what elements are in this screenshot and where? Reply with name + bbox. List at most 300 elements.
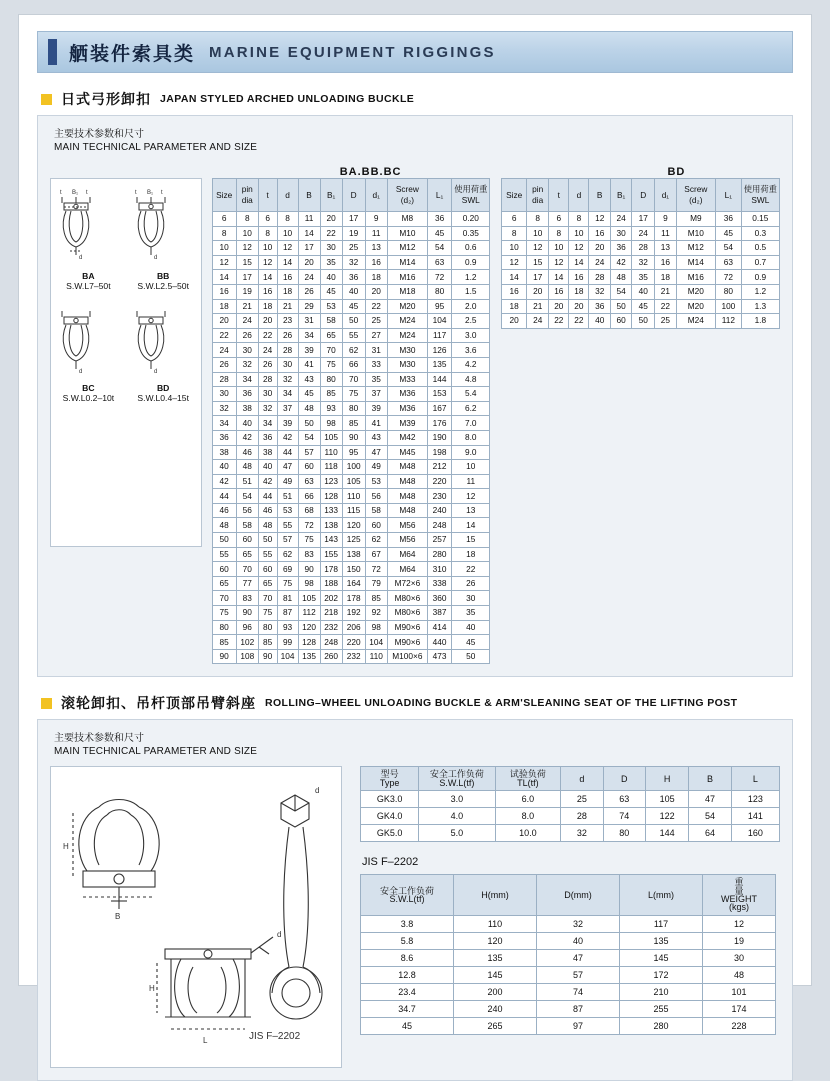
table-cell: 28 <box>212 372 236 387</box>
table-cell: 96 <box>236 620 258 635</box>
table-cell: 77 <box>236 576 258 591</box>
table-cell: 60 <box>258 562 277 577</box>
table-row <box>212 212 490 227</box>
table-cell: 260 <box>320 649 342 664</box>
table-cell: 112 <box>298 606 320 621</box>
table-cell: 30 <box>610 226 631 241</box>
table-cell: 8 <box>258 226 277 241</box>
table-cell: 14 <box>452 518 490 533</box>
table-cell: 248 <box>428 518 452 533</box>
table-cell: M16 <box>387 270 427 285</box>
table-cell: 35 <box>365 372 387 387</box>
figure-bb-name: BB <box>156 271 170 281</box>
table-cell: 232 <box>320 620 342 635</box>
column-header: B <box>298 179 320 212</box>
table-cell: M20 <box>387 299 427 314</box>
table-cell: 280 <box>428 547 452 562</box>
section-2-subtitle <box>54 732 780 758</box>
table-cell: 54 <box>716 241 742 256</box>
table-cell: 280 <box>620 1017 703 1034</box>
table-cell: 36 <box>342 270 365 285</box>
svg-text:B₁: B₁ <box>72 190 79 196</box>
table-cell: 85 <box>212 635 236 650</box>
table-cell: 38 <box>236 401 258 416</box>
figure-panel-roller <box>50 766 342 1068</box>
table-cell: 110 <box>365 649 387 664</box>
table-cell: 55 <box>277 518 298 533</box>
table-cell: 36 <box>212 430 236 445</box>
table-row <box>212 401 490 416</box>
table-row <box>212 503 490 518</box>
table-cell: 70 <box>342 372 365 387</box>
table-cell: 1.2 <box>741 284 779 299</box>
table-cell: 37 <box>277 401 298 416</box>
table-cell: 21 <box>527 299 549 314</box>
table-cell: 17 <box>342 212 365 227</box>
table-cell: 57 <box>277 533 298 548</box>
table-cell: 35 <box>632 270 655 285</box>
table-cell: 50 <box>258 533 277 548</box>
table-cell: M16 <box>676 270 715 285</box>
table-cell: M80×6 <box>387 606 427 621</box>
table-cell: 75 <box>277 576 298 591</box>
table-cell: 178 <box>320 562 342 577</box>
column-header: d <box>561 767 603 791</box>
table-cell: 53 <box>365 474 387 489</box>
table-cell: 18 <box>277 284 298 299</box>
table-header-row <box>502 179 780 212</box>
column-header: L₁ <box>716 179 742 212</box>
table-cell: M30 <box>387 357 427 372</box>
table-cell: M36 <box>387 387 427 402</box>
table-cell: 66 <box>342 357 365 372</box>
table-cell: 36 <box>610 241 631 256</box>
table-cell: 26 <box>298 284 320 299</box>
table-cell: 45 <box>342 299 365 314</box>
column-header: pin dia <box>527 179 549 212</box>
table-cell: 34 <box>277 387 298 402</box>
table-cell: 14 <box>502 270 527 285</box>
table-cell: 98 <box>320 416 342 431</box>
table-cell: 30 <box>452 591 490 606</box>
table-cell: 85 <box>258 635 277 650</box>
section-1-title-cn: 日式弓形卸扣 <box>61 92 151 108</box>
table-cell: 32 <box>258 401 277 416</box>
table-cell: M42 <box>387 430 427 445</box>
table-cell: 30 <box>320 241 342 256</box>
table-cell: 42 <box>236 430 258 445</box>
table-cell: 70 <box>320 343 342 358</box>
table-cell: 118 <box>320 460 342 475</box>
table-cell: 24 <box>258 343 277 358</box>
table-cell: 47 <box>277 460 298 475</box>
table-cell: 42 <box>610 255 631 270</box>
table-cell: 1.5 <box>452 284 490 299</box>
table-cell: 145 <box>620 949 703 966</box>
column-header: Size <box>212 179 236 212</box>
table-cell: M48 <box>387 474 427 489</box>
table-cell: 38 <box>212 445 236 460</box>
table-cell: 27 <box>365 328 387 343</box>
table-cell: 44 <box>258 489 277 504</box>
table-cell: 6 <box>212 212 236 227</box>
table-cell: 220 <box>428 474 452 489</box>
table-cell: 40 <box>212 460 236 475</box>
table-cell: 54 <box>428 241 452 256</box>
table-cell: 206 <box>342 620 365 635</box>
table-cell: 414 <box>428 620 452 635</box>
table-cell: 40 <box>537 932 620 949</box>
table-cell: 48 <box>703 966 776 983</box>
table-cell: 164 <box>342 576 365 591</box>
column-header: d <box>569 179 589 212</box>
table-cell: 85 <box>365 591 387 606</box>
table-cell: 8 <box>569 212 589 227</box>
table-cell: 25 <box>342 241 365 256</box>
table-cell: 22 <box>549 314 569 329</box>
table-cell: 9 <box>365 212 387 227</box>
table-cell: 45 <box>428 226 452 241</box>
table-cell: 16 <box>258 284 277 299</box>
table-cell: 66 <box>298 489 320 504</box>
table-cell: 18 <box>502 299 527 314</box>
table-row <box>212 270 490 285</box>
table-row <box>212 241 490 256</box>
table-cell: 12 <box>258 255 277 270</box>
table-cell: 75 <box>298 533 320 548</box>
bullet-square-icon <box>41 94 52 105</box>
table-cell: 34 <box>212 416 236 431</box>
table-cell: 7.0 <box>452 416 490 431</box>
table-cell: 57 <box>298 445 320 460</box>
table-cell: 228 <box>703 1017 776 1034</box>
table-cell: 42 <box>277 430 298 445</box>
table-cell: 63 <box>716 255 742 270</box>
table-cell: 26 <box>212 357 236 372</box>
column-header: H(mm) <box>454 875 537 916</box>
table-cell: 48 <box>212 518 236 533</box>
table-cell: 8 <box>549 226 569 241</box>
svg-text:H: H <box>149 984 155 994</box>
banner-accent-bar <box>48 39 57 65</box>
table-cell: 22 <box>452 562 490 577</box>
table-jis-sizes <box>360 874 776 1035</box>
table-cell: 18 <box>569 284 589 299</box>
table-cell: 17 <box>527 270 549 285</box>
table-roller-types <box>360 766 780 842</box>
table-row <box>212 328 490 343</box>
table-row <box>502 212 780 227</box>
table-cell: 0.6 <box>452 241 490 256</box>
table-cell: M90×6 <box>387 635 427 650</box>
table-row <box>212 416 490 431</box>
table-cell: 35 <box>452 606 490 621</box>
table-cell: M48 <box>387 460 427 475</box>
svg-text:d: d <box>154 369 158 375</box>
table-cell: 42 <box>258 474 277 489</box>
table-cell: 176 <box>428 416 452 431</box>
table-cell: 41 <box>365 416 387 431</box>
table-cell: 45 <box>452 635 490 650</box>
table-cell: 104 <box>428 314 452 329</box>
table-cell: 60 <box>365 518 387 533</box>
banner-title-cn: 舾装件索具类 <box>69 42 196 65</box>
table-cell: 10 <box>569 226 589 241</box>
table-row <box>212 533 490 548</box>
table-cell: 80 <box>320 372 342 387</box>
table-cell: 98 <box>365 620 387 635</box>
table-cell: 65 <box>236 547 258 562</box>
table-cell: 22 <box>569 314 589 329</box>
table-cell: 75 <box>342 387 365 402</box>
table-cell: 36 <box>258 430 277 445</box>
table-cell: 4.8 <box>452 372 490 387</box>
table-cell: 72 <box>428 270 452 285</box>
table-cell: 85 <box>342 416 365 431</box>
column-header: Screw (d₂) <box>676 179 715 212</box>
table-cell: 60 <box>298 460 320 475</box>
table-cell: 19 <box>703 932 776 949</box>
table-cell: 32 <box>277 372 298 387</box>
table-cell: 30 <box>277 357 298 372</box>
table-cell: 172 <box>620 966 703 983</box>
page-sheet <box>18 14 812 1046</box>
table-cell: 15 <box>236 255 258 270</box>
table-cell: 338 <box>428 576 452 591</box>
table-cell: 3.8 <box>361 915 454 932</box>
table-cell: 128 <box>298 635 320 650</box>
table-cell: 24 <box>527 314 549 329</box>
table-cell: 202 <box>320 591 342 606</box>
table-row <box>212 649 490 664</box>
table-cell: 72 <box>365 562 387 577</box>
shackle-bb-drawing <box>127 185 199 271</box>
bullet-square-icon-2 <box>41 698 52 709</box>
table-cell: 8.0 <box>452 430 490 445</box>
table-cell: 99 <box>277 635 298 650</box>
table-cell: 17 <box>632 212 655 227</box>
table-row <box>212 518 490 533</box>
table-cell: M12 <box>676 241 715 256</box>
table-cell: 120 <box>298 620 320 635</box>
table-cell: 87 <box>277 606 298 621</box>
table-cell: 24 <box>610 212 631 227</box>
table-cell: 30 <box>236 343 258 358</box>
table-row <box>212 314 490 329</box>
table-cell: 50 <box>212 533 236 548</box>
table-cell: 28 <box>632 241 655 256</box>
column-header: 重 量 WEIGHT (kgs) <box>703 875 776 916</box>
table-cell: 0.15 <box>741 212 779 227</box>
table-cell: 43 <box>365 430 387 445</box>
table-cell: 47 <box>365 445 387 460</box>
table-header-row <box>361 875 776 916</box>
column-header: D <box>603 767 645 791</box>
table-cell: 12 <box>569 241 589 256</box>
column-header: 使用荷重 SWL <box>741 179 779 212</box>
table-cell: 155 <box>320 547 342 562</box>
table-cell: 42 <box>212 474 236 489</box>
table-cell: 8 <box>502 226 527 241</box>
table-row <box>212 620 490 635</box>
table-row <box>212 591 490 606</box>
table-cell: 25 <box>365 314 387 329</box>
svg-text:t: t <box>135 190 137 196</box>
table-cell: 20 <box>502 314 527 329</box>
table-cell: 117 <box>428 328 452 343</box>
svg-text:B: B <box>115 912 121 922</box>
table-cell: 65 <box>212 576 236 591</box>
table-cell: 138 <box>320 518 342 533</box>
table-cell: 39 <box>298 343 320 358</box>
table-cell: 153 <box>428 387 452 402</box>
svg-text:d: d <box>79 369 83 375</box>
table-cell: 20 <box>298 255 320 270</box>
table-cell: 135 <box>298 649 320 664</box>
table-cell: 40 <box>342 284 365 299</box>
table-cell: 70 <box>212 591 236 606</box>
table-cell: 22 <box>212 328 236 343</box>
table-cell: 18 <box>258 299 277 314</box>
table-cell: 39 <box>277 416 298 431</box>
table-cell: 85 <box>320 387 342 402</box>
table-cell: 141 <box>731 808 779 825</box>
table-row <box>212 357 490 372</box>
svg-text:d: d <box>315 786 320 796</box>
table-cell: 16 <box>502 284 527 299</box>
svg-text:B₁: B₁ <box>147 190 154 196</box>
table-cell: 440 <box>428 635 452 650</box>
table-cell: 53 <box>277 503 298 518</box>
table-cell: 12 <box>277 241 298 256</box>
table-cell: 11 <box>365 226 387 241</box>
table-cell: 80 <box>212 620 236 635</box>
table-cell: 20 <box>527 284 549 299</box>
table-row <box>361 966 776 983</box>
table-row <box>502 226 780 241</box>
table-row <box>361 932 776 949</box>
table-cell: 143 <box>320 533 342 548</box>
table-cell: 11 <box>655 226 676 241</box>
section-2-heading <box>41 693 811 713</box>
table-cell: 22 <box>258 328 277 343</box>
table-cell: 190 <box>428 430 452 445</box>
table-cell: 69 <box>277 562 298 577</box>
table-cell: 188 <box>320 576 342 591</box>
shackle-bc-drawing <box>52 301 124 383</box>
table-cell: 12.8 <box>361 966 454 983</box>
table-cell: 24 <box>632 226 655 241</box>
table-cell: 28 <box>277 343 298 358</box>
table-row <box>361 791 780 808</box>
table-cell: 55 <box>212 547 236 562</box>
figure-ba-spec: S.W.L7–50t <box>66 281 111 291</box>
table-cell: 232 <box>342 649 365 664</box>
table-cell: 248 <box>320 635 342 650</box>
table-cell: 45 <box>298 387 320 402</box>
table-cell: 64 <box>689 825 731 842</box>
table-cell: 100 <box>342 460 365 475</box>
table-cell: 63 <box>603 791 645 808</box>
table-row <box>361 825 780 842</box>
table-cell: 90 <box>298 562 320 577</box>
table-cell: 10 <box>527 226 549 241</box>
table-cell: M64 <box>387 547 427 562</box>
table-cell: M18 <box>387 284 427 299</box>
table-cell: 6 <box>258 212 277 227</box>
table-cell: 36 <box>716 212 742 227</box>
table-cell: M56 <box>387 533 427 548</box>
table-cell: 34.7 <box>361 1000 454 1017</box>
table-cell: 30 <box>258 387 277 402</box>
section-2-title-en: ROLLING–WHEEL UNLOADING BUCKLE & ARM'SLEANING SEAT OF THE LIFTING POST <box>265 697 738 710</box>
table-cell: 15 <box>452 533 490 548</box>
table-cell: 150 <box>342 562 365 577</box>
table-cell: 10.0 <box>495 825 561 842</box>
table-cell: 90 <box>212 649 236 664</box>
table-cell: 21 <box>236 299 258 314</box>
figure-bc <box>51 301 126 403</box>
table-cell: 45 <box>361 1017 454 1034</box>
table-header-row <box>361 767 780 791</box>
table-row <box>502 314 780 329</box>
table-row <box>502 299 780 314</box>
table-cell: 95 <box>428 299 452 314</box>
table-cell: 257 <box>428 533 452 548</box>
table-cell: 83 <box>298 547 320 562</box>
table-cell: 105 <box>342 474 365 489</box>
table-cell: M100×6 <box>387 649 427 664</box>
table-cell: 16 <box>655 255 676 270</box>
table-cell: 28 <box>589 270 610 285</box>
table-cell: 75 <box>212 606 236 621</box>
table-cell: 138 <box>342 547 365 562</box>
table-cell: 9.0 <box>452 445 490 460</box>
column-header: L(mm) <box>620 875 703 916</box>
table-cell: 128 <box>320 489 342 504</box>
table-row <box>212 430 490 445</box>
table-row <box>361 949 776 966</box>
table-cell: 6 <box>502 212 527 227</box>
table-cell: 48 <box>610 270 631 285</box>
table-cell: 473 <box>428 649 452 664</box>
table-cell: 135 <box>428 357 452 372</box>
table-row <box>212 299 490 314</box>
table-cell: 26 <box>452 576 490 591</box>
table-cell: 51 <box>277 489 298 504</box>
table-cell: 24 <box>236 314 258 329</box>
table-cell: 14 <box>569 255 589 270</box>
table-row <box>212 547 490 562</box>
table-cell: M33 <box>387 372 427 387</box>
table-cell: 74 <box>603 808 645 825</box>
table-left-wrap <box>212 178 491 664</box>
table-row <box>361 1000 776 1017</box>
table-cell: 47 <box>537 949 620 966</box>
table-cell: 108 <box>236 649 258 664</box>
table-cell: 49 <box>365 460 387 475</box>
table-cell: 18 <box>655 270 676 285</box>
table-cell: 20 <box>212 314 236 329</box>
table-cell: 14 <box>298 226 320 241</box>
table-cell: 12 <box>502 255 527 270</box>
table-cell: GK3.0 <box>361 791 419 808</box>
column-header: B <box>589 179 610 212</box>
table-cell: 26 <box>277 328 298 343</box>
figure-bd-spec: S.W.L0.4–15t <box>137 393 189 403</box>
table-cell: 55 <box>342 328 365 343</box>
table-row <box>212 460 490 475</box>
